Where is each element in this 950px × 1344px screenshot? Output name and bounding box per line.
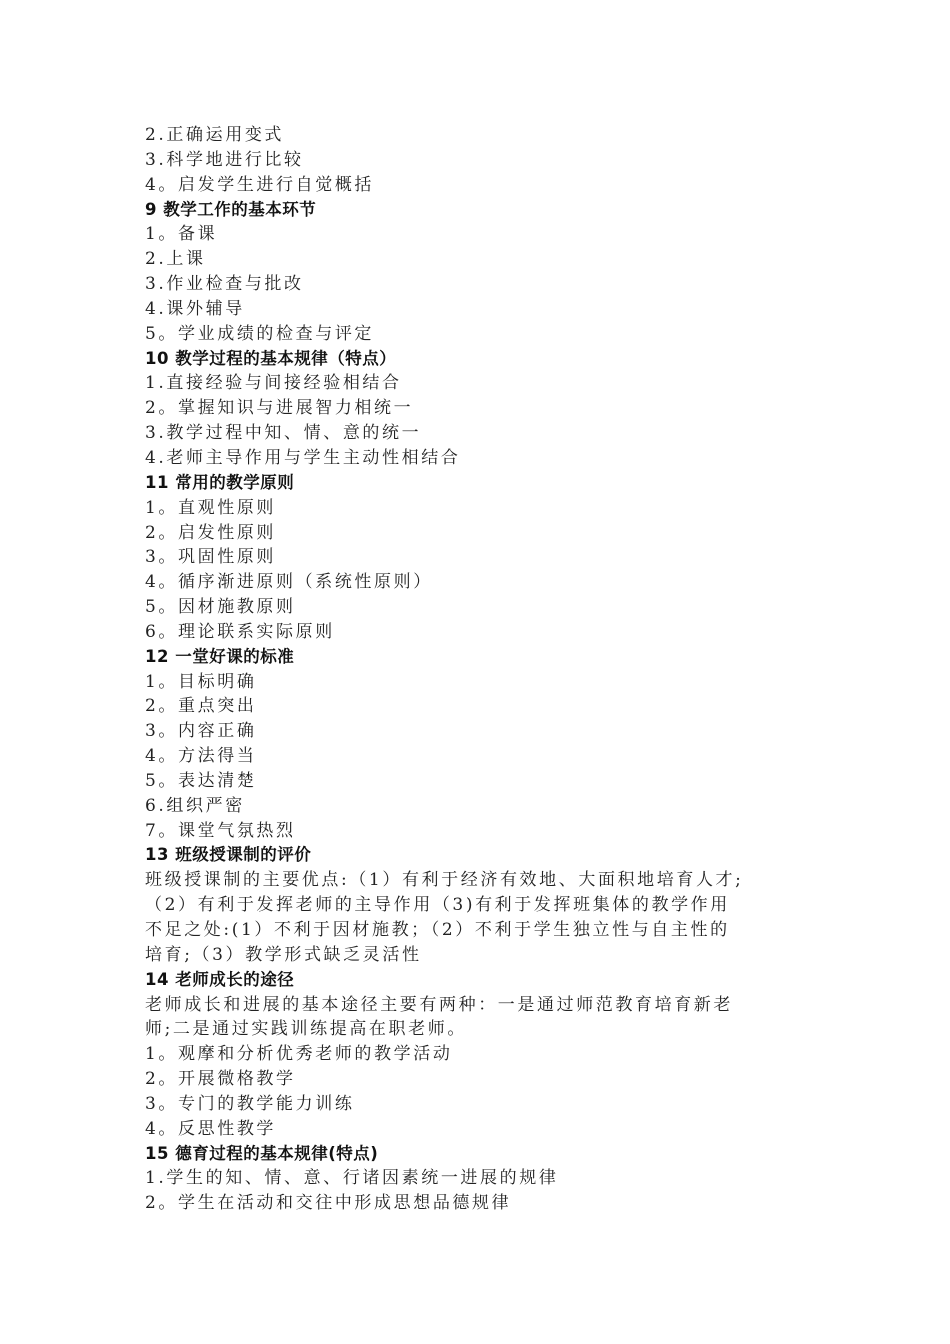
text-line: 师;二是通过实践训练提高在职老师。 (145, 1019, 467, 1040)
text-line: 培育;（3）教学形式缺乏灵活性 (145, 944, 422, 965)
text-line: 5。因材施教原则 (145, 597, 296, 618)
section-heading: 11 常用的教学原则 (145, 472, 295, 492)
text-line: 1。直观性原则 (145, 497, 277, 518)
text-line: 班级授课制的主要优点:（1）有利于经济有效地、大面积地培育人才; (145, 870, 744, 891)
text-line: 4。启发学生进行自觉概括 (145, 174, 375, 195)
text-line: 5。学业成绩的检查与评定 (145, 323, 375, 344)
text-line: 6.组织严密 (145, 795, 245, 816)
text-line: 7。课堂气氛热烈 (145, 820, 296, 841)
text-line: 老师成长和进展的基本途径主要有两种：一是通过师范教育培育新老 (145, 994, 733, 1015)
text-line: 3.教学过程中知、情、意的统一 (145, 423, 422, 444)
text-line: 2.上课 (145, 249, 206, 270)
text-line: 3。内容正确 (145, 721, 257, 742)
document-page (145, 123, 805, 1216)
text-line: 4.课外辅导 (145, 298, 245, 319)
text-line: 1。观摩和分析优秀老师的教学活动 (145, 1044, 453, 1065)
text-line: 2。学生在活动和交往中形成思想品德规律 (145, 1193, 512, 1214)
text-line: 5。表达清楚 (145, 770, 257, 791)
text-line: 4.老师主导作用与学生主动性相结合 (145, 447, 461, 468)
text-line: 不足之处:(1）不利于因材施教；（2）不利于学生独立性与自主性的 (145, 920, 730, 940)
text-line: 4。循序渐进原则（系统性原则） (145, 572, 433, 593)
text-line: 4。方法得当 (145, 746, 257, 767)
text-line: 3。专门的教学能力训练 (145, 1093, 355, 1114)
section-heading: 15 德育过程的基本规律(特点) (145, 1143, 379, 1163)
text-line: 3.科学地进行比较 (145, 149, 304, 170)
text-line: 4。反思性教学 (145, 1118, 277, 1139)
text-line: 3.作业检查与批改 (145, 274, 304, 295)
text-line: 2.正确运用变式 (145, 125, 285, 145)
text-line: 1。目标明确 (145, 671, 257, 692)
text-line: 1。备课 (145, 224, 218, 245)
text-line: 2。开展微格教学 (145, 1069, 296, 1090)
text-line: 2。重点突出 (145, 696, 257, 717)
text-line: 2。启发性原则 (145, 522, 277, 543)
text-line: 1.学生的知、情、意、行诸因素统一进展的规律 (145, 1168, 559, 1189)
text-line: 3。巩固性原则 (145, 547, 277, 568)
text-line: 6。理论联系实际原则 (145, 621, 335, 642)
text-line: 2。掌握知识与进展智力相统一 (145, 398, 414, 419)
section-heading: 10 教学过程的基本规律（特点） (145, 348, 397, 368)
section-heading: 12 一堂好课的标准 (145, 646, 295, 666)
text-line: 1.直接经验与间接经验相结合 (145, 373, 402, 394)
section-heading: 9 教学工作的基本环节 (145, 199, 317, 219)
text-line: （2）有利于发挥老师的主导作用（3)有利于发挥班集体的教学作用 (145, 895, 730, 916)
section-heading: 13 班级授课制的评价 (145, 845, 312, 865)
section-heading: 14 老师成长的途径 (145, 969, 295, 989)
